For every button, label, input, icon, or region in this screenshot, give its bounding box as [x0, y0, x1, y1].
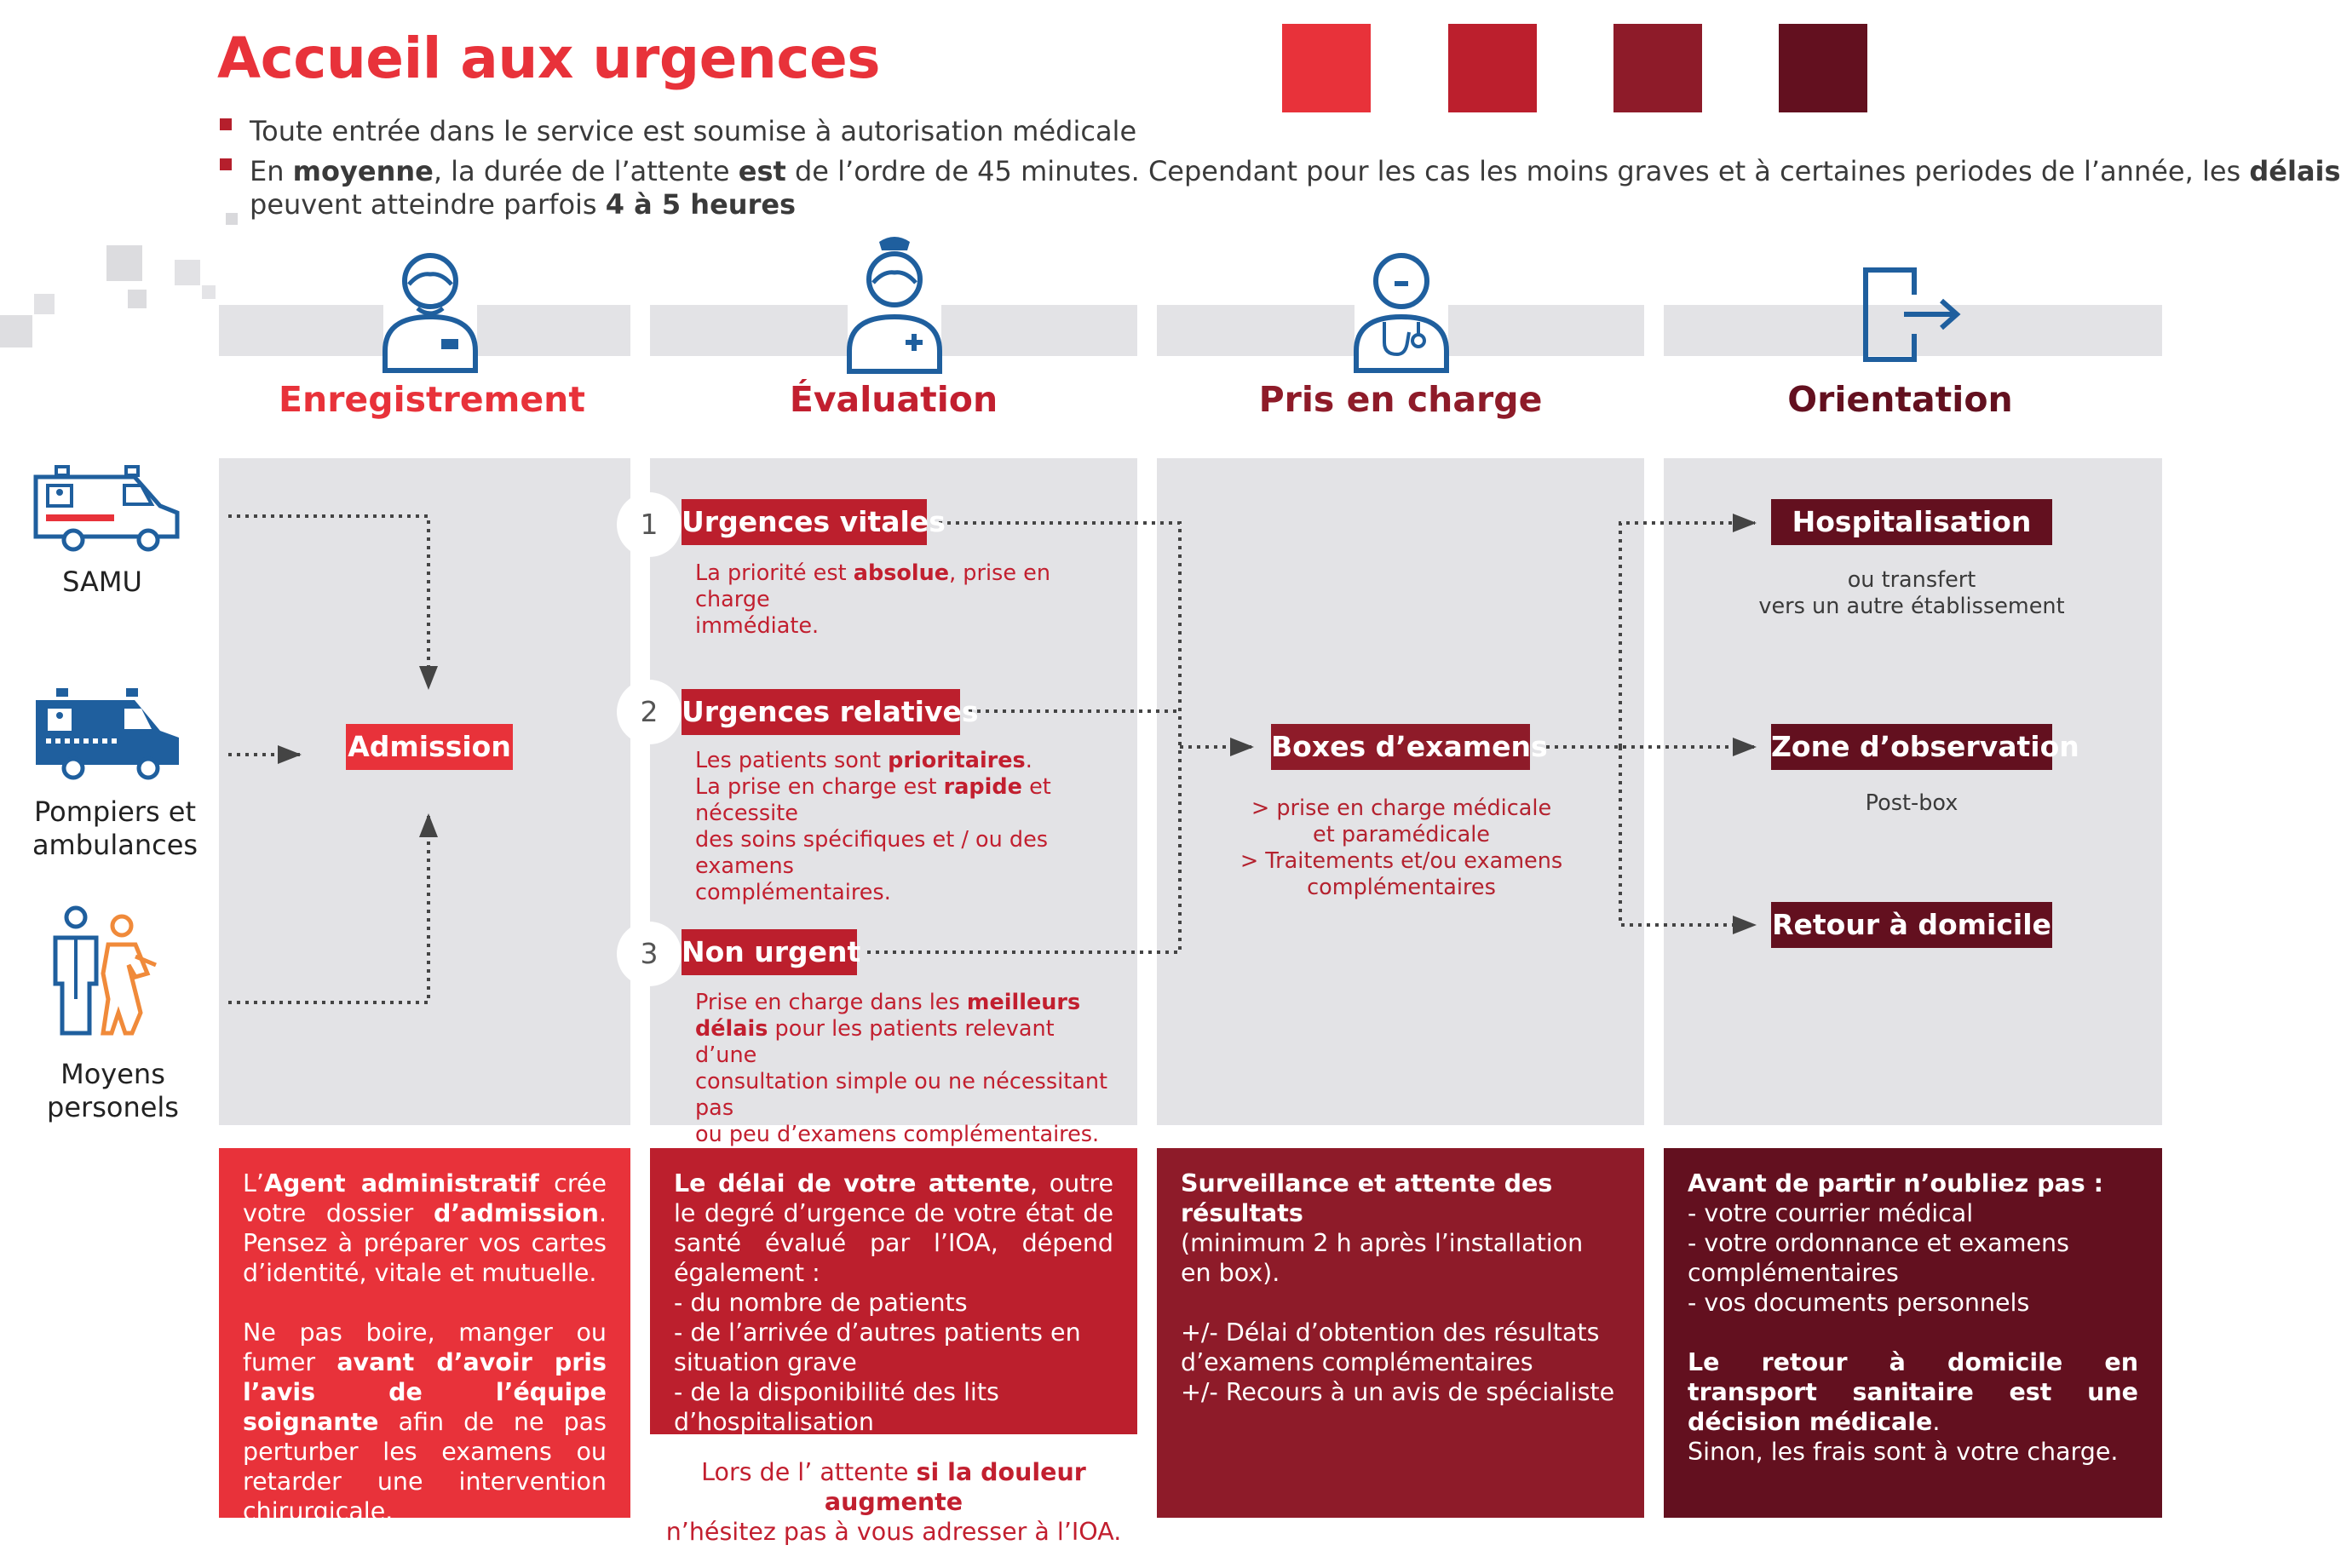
arrival-label-samu: SAMU — [62, 566, 142, 598]
admission-box: Admission — [346, 724, 513, 770]
boxes-examens-desc: > prise en charge médicale et paramédicale > Traitements et/ou examens complémentaires — [1240, 795, 1563, 900]
intro-bullet-2: En moyenne, la durée de l’attente est de l’ordre de 45 minutes. Cependant pour les cas les moins graves et à certaines periodes de l’année, les délais peuvent atteindre parfois 4 à 5 heures — [220, 155, 2179, 223]
triage-number-1: 1 — [617, 492, 682, 557]
triage-pill-urgences-vitales: Urgences vitales — [682, 499, 927, 545]
triage-number-2: 2 — [617, 680, 682, 744]
triage-number-3: 3 — [617, 922, 682, 986]
column-title-evaluation: Évaluation — [789, 379, 998, 420]
walking-people-icon — [47, 905, 166, 1042]
info-box-orientation: Avant de partir n’oubliez pas : - votre courrier médical - votre ordonnance et examens complémentaires - vos documents personnels Le retour à domicile en transport sanitaire est une décision médicale. Sinon, les frais sont à votre charge. — [1664, 1148, 2162, 1518]
boxes-examens-pill: Boxes d’examens — [1271, 724, 1530, 770]
triage-pill-urgences-relatives: Urgences relatives — [682, 689, 960, 735]
column-title-enregistrement: Enregistrement — [279, 379, 585, 420]
triage-desc-2: Les patients sont prioritaires. La prise en charge est rapide et nécessite des soins spécifiques et / ou des examens complémentaires. — [695, 748, 1051, 905]
page-title: Accueil aux urgences — [217, 26, 881, 91]
info-box-enregistrement: L’Agent administratif crée votre dossier d’admission. Pensez à préparer vos cartes d’identité, vitale et mutuelle. Ne pas boire, manger ou fumer avant d’avoir pris l’avis de l’équipe soignante afin de ne pas perturber les examens ou retarder une intervention chirurgicale. — [219, 1148, 630, 1518]
orientation-pill-zone-observation: Zone d’observation — [1771, 724, 2052, 770]
column-title-prise-en-charge: Pris en charge — [1258, 379, 1543, 420]
triage-desc-1: La priorité est absolue, prise en charge immédiate. — [695, 560, 1050, 639]
ambulance-filled-icon — [32, 688, 182, 780]
hospitalisation-desc: ou transfert vers un autre établissement — [1758, 567, 2065, 619]
arrival-label-pompiers: Pompiers et ambulances — [32, 795, 198, 861]
orientation-pill-retour-domicile: Retour à domicile — [1771, 902, 2052, 948]
arrival-label-moyens: Moyens personels — [47, 1058, 179, 1123]
info-box-evaluation: Le délai de votre attente, outre le degré d’urgence de votre état de santé évalué par l’IOA, dépend également : - du nombre de patients - de l’arrivée d’autres patients en situation grave - de la disponibilité des lits d’hospitalisation — [650, 1148, 1137, 1434]
info-box-prise-en-charge: Surveillance et attente des résultats (minimum 2 h après l’installation en box). +/- Délai d’obtention des résultats d’examens complémentaires +/- Recours à un avis de spécialiste — [1157, 1148, 1644, 1518]
ambulance-outline-icon — [32, 467, 182, 552]
orientation-pill-hospitalisation: Hospitalisation — [1771, 499, 2052, 545]
intro-bullet-1: Toute entrée dans le service est soumise à autorisation médicale — [220, 115, 2179, 149]
triage-desc-3: Prise en charge dans les meilleurs délais pour les patients relevant d’une consultation simple ou ne nécessitant pas ou peu d’examens complémentaires. — [695, 990, 1107, 1147]
column-title-orientation: Orientation — [1787, 379, 2013, 420]
evaluation-pain-note: Lors de l’ attente si la douleur augmente n’hésitez pas à vous adresser à l’IOA. — [665, 1458, 1122, 1546]
triage-pill-non-urgent: Non urgent — [682, 929, 857, 975]
zone-observation-desc: Post-box — [1865, 790, 1959, 816]
